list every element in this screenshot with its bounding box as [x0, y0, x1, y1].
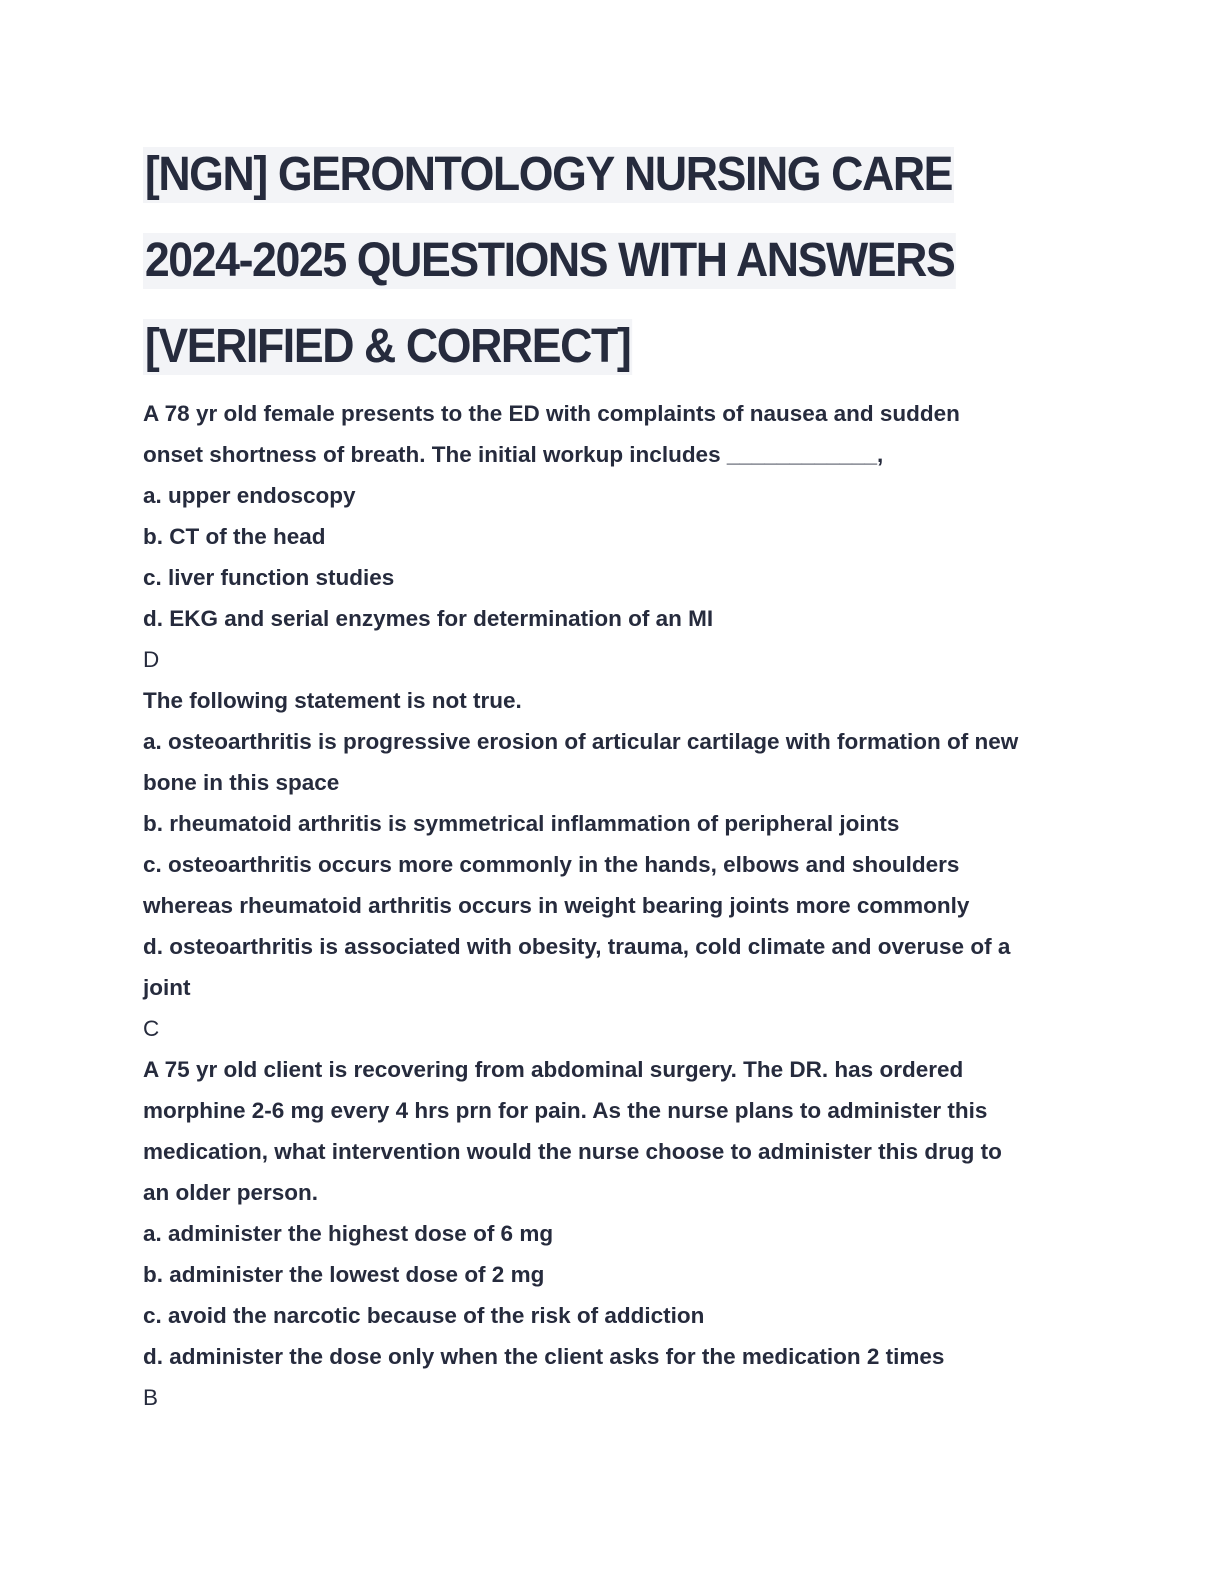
option-c-continued: whereas rheumatoid arthritis occurs in weight bearing joints more commonly	[143, 893, 970, 918]
questions-list	[143, 393, 1088, 1418]
question-stem-line: A 75 yr old client is recovering from abdominal surgery. The DR. has ordered	[143, 1057, 964, 1082]
option-a: a. administer the highest dose of 6 mg	[143, 1221, 554, 1246]
option-a: a. upper endoscopy	[143, 483, 356, 508]
option-d: d. osteoarthritis is associated with obesity, trauma, cold climate and overuse of a	[143, 934, 1011, 959]
answer-key: B	[143, 1385, 159, 1410]
question-1	[143, 393, 1088, 680]
option-b: b. CT of the head	[143, 524, 326, 549]
option-a: a. osteoarthritis is progressive erosion of articular cartilage with formation of new	[143, 729, 1019, 754]
option-c: c. avoid the narcotic because of the risk of addiction	[143, 1303, 705, 1328]
answer-key: D	[143, 647, 160, 672]
question-stem-line: morphine 2-6 mg every 4 hrs prn for pain. As the nurse plans to administer this	[143, 1098, 988, 1123]
option-b: b. rheumatoid arthritis is symmetrical inflammation of peripheral joints	[143, 811, 900, 836]
question-stem-line: A 78 yr old female presents to the ED with complaints of nausea and sudden	[143, 401, 960, 426]
question-2	[143, 680, 1088, 1049]
answer-key: C	[143, 1016, 160, 1041]
question-stem-line: an older person.	[143, 1180, 319, 1205]
question-stem-line: onset shortness of breath. The initial workup includes ____________,	[143, 442, 884, 467]
option-c: c. osteoarthritis occurs more commonly in the hands, elbows and shoulders	[143, 852, 960, 877]
document-title	[143, 143, 1103, 401]
title-line-3: [VERIFIED & CORRECT]	[144, 320, 631, 373]
question-stem-line: The following statement is not true.	[143, 688, 522, 713]
option-d: d. EKG and serial enzymes for determination of an MI	[143, 606, 714, 631]
option-d: d. administer the dose only when the client asks for the medication 2 times	[143, 1344, 945, 1369]
question-stem-line: medication, what intervention would the nurse choose to administer this drug to	[143, 1139, 1002, 1164]
question-3	[143, 1049, 1088, 1418]
option-d-continued: joint	[143, 975, 191, 1000]
title-line-1: [NGN] GERONTOLOGY NURSING CARE	[144, 148, 953, 201]
option-a-continued: bone in this space	[143, 770, 340, 795]
option-b: b. administer the lowest dose of 2 mg	[143, 1262, 545, 1287]
option-c: c. liver function studies	[143, 565, 395, 590]
title-line-2: 2024-2025 QUESTIONS WITH ANSWERS	[144, 234, 955, 287]
